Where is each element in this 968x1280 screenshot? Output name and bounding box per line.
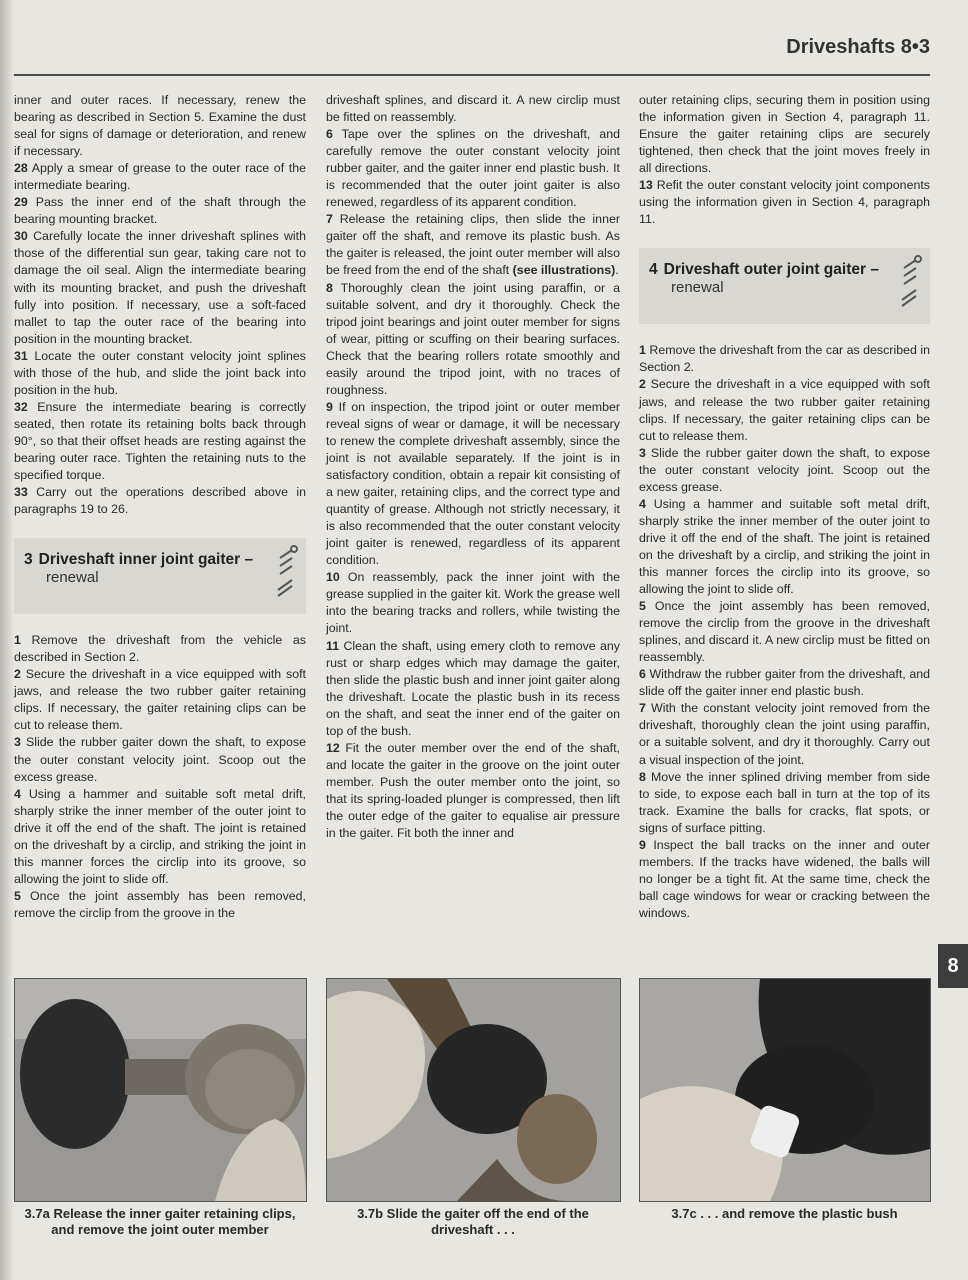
difficulty-spanner-icon bbox=[898, 254, 924, 314]
paragraph: 8 Move the inner splined driving member from side to side, to expose each ball in turn at the top of its track. Examine the balls for cracks, flat spots, or signs of surface pitting. bbox=[639, 769, 930, 835]
page-binding-shadow bbox=[0, 0, 14, 1280]
photo-caption: 3.7a Release the inner gaiter retaining clips, and remove the joint outer member bbox=[24, 1206, 296, 1237]
paragraph: 5 Once the joint assembly has been removed, remove the circlip from the groove in the driveshaft splines, and discard it. A new circlip must be fitted on reassembly. bbox=[639, 599, 930, 665]
chapter-tab: 8 bbox=[938, 944, 968, 988]
paragraph: 4 Using a hammer and suitable soft metal drift, sharply strike the inner member of the outer joint to drive it off the end of the shaft. The joint is retained on the driveshaft by a circlip, and striking the joint in this manner forces the circlip into its groove, so allowing the joint to slide off. bbox=[14, 786, 306, 886]
paragraph: 4 Using a hammer and suitable soft metal drift, sharply strike the inner member of the outer joint to drive it off the end of the shaft. The joint is retained on the driveshaft by a circlip, and striking the joint in this manner forces the circlip into its groove, so allowing the joint to slide off. bbox=[639, 496, 930, 597]
photo-caption: 3.7c . . . and remove the plastic bush bbox=[671, 1206, 898, 1221]
paragraph: 10 On reassembly, pack the inner joint with the grease supplied in the gaiter kit. Work the grease well into the bearing tracks and rollers, while twisting the joint. bbox=[326, 570, 620, 636]
paragraph: inner and outer races. If necessary, renew the bearing as described in Section 5. Examine the dust seal for signs of damage or deterioration, and renew if necessary. bbox=[14, 93, 306, 159]
paragraph: 7 Release the retaining clips, then slide the inner gaiter off the shaft, and remove its plastic bush. As the gaiter is released, the joint outer member will also be freed from the end of the shaft (see illustrations). bbox=[326, 212, 620, 278]
page-header-title: Driveshafts 8•3 bbox=[786, 36, 930, 58]
paragraph: 11 Clean the shaft, using emery cloth to remove any rust or sharp edges which may damage the gaiter, then slide the plastic bush and inner joint gaiter along the driveshaft. Locate the plastic bush in its recess on the shaft, and seat the inner end of the gaiter on top of the bush. bbox=[326, 638, 620, 738]
paragraph: 31 Locate the outer constant velocity joint splines with those of the hub, and slide the joint back into position in the hub. bbox=[14, 348, 306, 397]
photo-caption: 3.7b Slide the gaiter off the end of the driveshaft . . . bbox=[357, 1206, 589, 1237]
paragraph: 6 Withdraw the rubber gaiter from the driveshaft, and slide off the gaiter inner end plastic bush. bbox=[639, 667, 930, 699]
header-rule bbox=[14, 74, 930, 76]
paragraph: outer retaining clips, securing them in position using the information given in Section 4, paragraph 11. Ensure the gaiter retaining clips are securely tightened, then check that the joint moves freely in all directions. bbox=[639, 93, 930, 176]
paragraph: 1 Remove the driveshaft from the car as described in Section 2. bbox=[639, 343, 930, 375]
paragraph: 32 Ensure the intermediate bearing is correctly seated, then rotate its retaining bolts back through 90°, so that their offset heads are resting against the bearing outer race. Tighten the retaining nuts to the specified torque. bbox=[14, 399, 306, 483]
photo-3-7a bbox=[14, 978, 307, 1202]
paragraph: 9 Inspect the ball tracks on the inner and outer members. If the tracks have widened, the balls will no longer be a tight fit. At the same time, check the ball cage windows for wear or cracking between the windows. bbox=[639, 837, 930, 920]
paragraph: 3 Slide the rubber gaiter down the shaft, to expose the outer constant velocity joint. Scoop out the excess grease. bbox=[14, 735, 306, 784]
paragraph: 13 Refit the outer constant velocity joint components using the information given in Section 4, paragraph 11. bbox=[639, 178, 930, 227]
paragraph: 5 Once the joint assembly has been removed, remove the circlip from the groove in the bbox=[14, 888, 306, 920]
paragraph: 1 Remove the driveshaft from the vehicle as described in Section 2. bbox=[14, 633, 306, 665]
photo-3-7b bbox=[326, 978, 621, 1202]
section-heading-box bbox=[639, 248, 930, 324]
paragraph: 7 With the constant velocity joint removed from the driveshaft, thoroughly clean the joint using paraffin, or a suitable solvent, and dry it thoroughly. Carry out a visual inspection of the joint. bbox=[639, 701, 930, 767]
paragraph: 2 Secure the driveshaft in a vice equipped with soft jaws, and release the two rubber gaiter retaining clips. If necessary, the gaiter retaining clips can be cut to release them. bbox=[639, 377, 930, 443]
illustration-reference: (see illustrations) bbox=[512, 263, 616, 278]
difficulty-spanner-icon bbox=[274, 544, 300, 604]
text-column-2 bbox=[326, 92, 620, 842]
section-title: 4 Driveshaft outer joint gaiter – bbox=[649, 261, 879, 279]
section-subtitle: renewal bbox=[671, 279, 724, 297]
paragraph: 12 Fit the outer member over the end of the shaft, and locate the gaiter in the groove on the joint outer member. Push the outer member onto the joint, so that its spring-loaded plunger is compressed, then lift the outer edge of the gaiter to equalise air pressure in the gaiter. Fit both the inner and bbox=[326, 740, 620, 841]
paragraph: driveshaft splines, and discard it. A new circlip must be fitted on reassembly. bbox=[326, 93, 620, 125]
paragraph: 29 Pass the inner end of the shaft through the bearing mounting bracket. bbox=[14, 195, 306, 227]
paragraph: 3 Slide the rubber gaiter down the shaft, to expose the outer constant velocity joint. Scoop out the excess grease. bbox=[639, 445, 930, 494]
section-heading-box bbox=[14, 538, 306, 614]
paragraph: 30 Carefully locate the inner driveshaft splines with those of the differential sun gear, taking care not to damage the oil seal. Align the intermediate bearing with its mounting bracket, and push the driveshaft fully into position. If necessary, use a soft-faced mallet to tap the outer race of the bearing into position in the mounting bracket. bbox=[14, 229, 306, 346]
paragraph: 8 Thoroughly clean the joint using paraffin, or a suitable solvent, and dry it thoroughly. Check the tripod joint bearings and joint outer member for signs of wear, pitting or scuffing on their bearing surfaces. Check that the bearing rollers rotate smoothly and easily around the tripod joint, with no traces of roughness. bbox=[326, 280, 620, 397]
text-column-1 bbox=[14, 92, 306, 922]
text-column-3 bbox=[639, 92, 930, 922]
paragraph: 28 Apply a smear of grease to the outer race of the intermediate bearing. bbox=[14, 161, 306, 193]
section-title: 3 Driveshaft inner joint gaiter – bbox=[24, 551, 254, 569]
paragraph: 9 If on inspection, the tripod joint or outer member reveal signs of wear or damage, it will be necessary to renew the complete driveshaft assembly, since the joint is not available separately. If the joint is in satisfactory condition, obtain a repair kit consisting of a new gaiter, retaining clips, and the correct type and quantity of grease. Although not strictly necessary, it is also recommended that the outer constant velocity joint gaiter is renewed, regardless of its apparent condition. bbox=[326, 399, 620, 568]
photo-3-7c bbox=[639, 978, 931, 1202]
paragraph: 6 Tape over the splines on the driveshaft, and carefully remove the outer constant velocity joint rubber gaiter, and the gaiter inner end plastic bush. It is recommended that the outer joint gaiter is also renewed, regardless of its apparent condition. bbox=[326, 127, 620, 210]
paragraph: 2 Secure the driveshaft in a vice equipped with soft jaws, and release the two rubber gaiter retaining clips. If necessary, the gaiter retaining clips can be cut to release them. bbox=[14, 667, 306, 733]
section-subtitle: renewal bbox=[46, 569, 99, 587]
paragraph: 33 Carry out the operations described above in paragraphs 19 to 26. bbox=[14, 485, 306, 517]
